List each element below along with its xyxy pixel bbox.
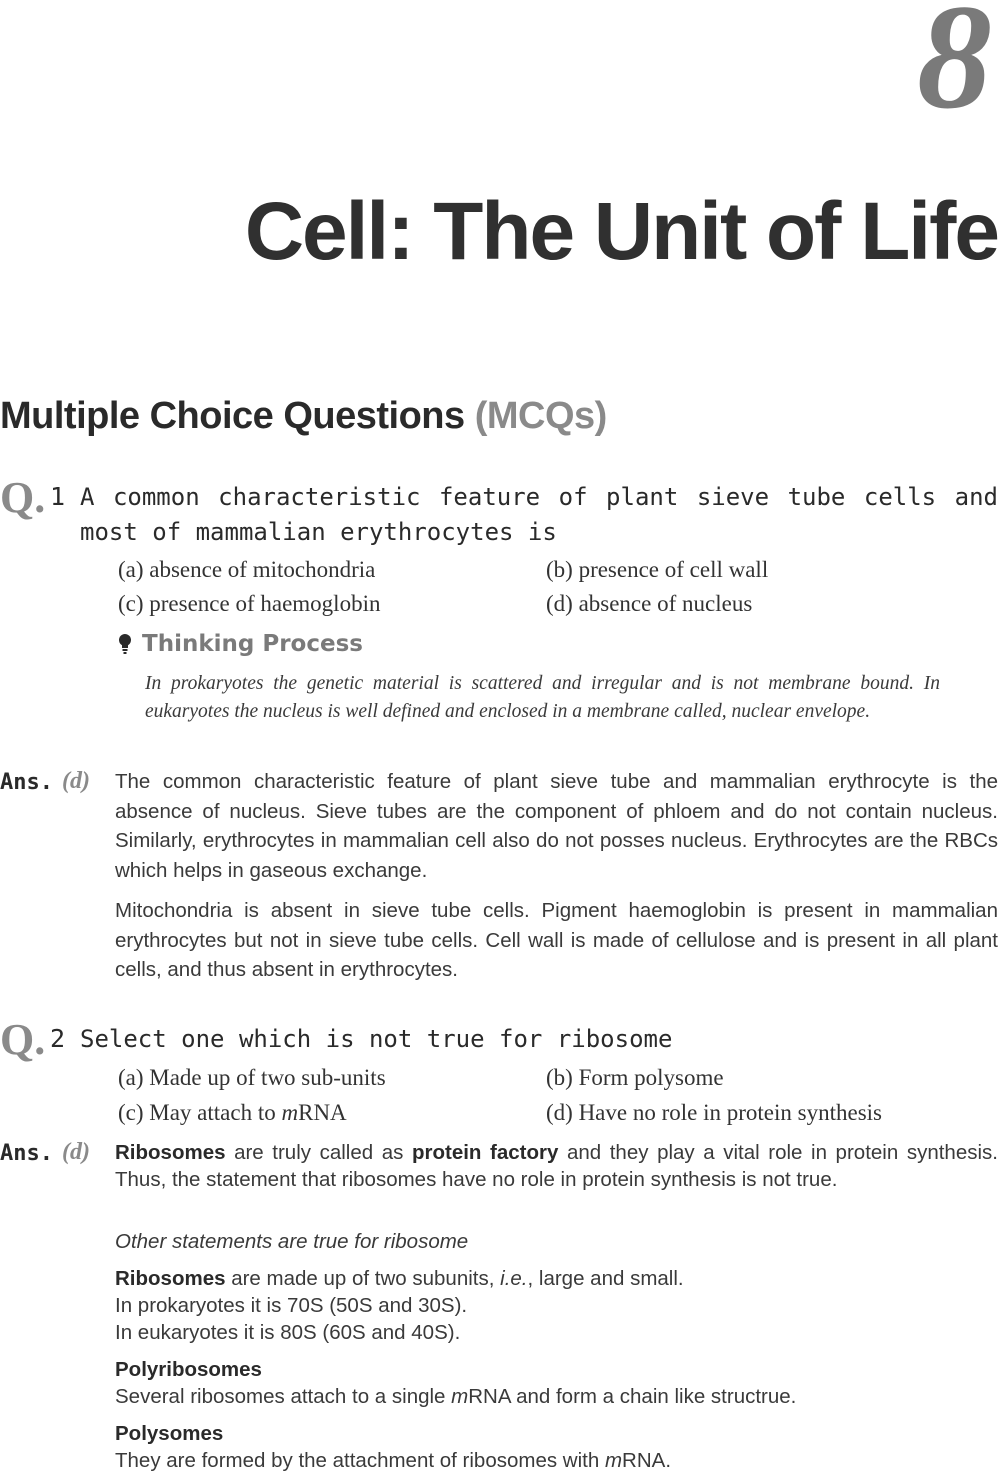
answer-2-intro [115,1139,998,1193]
polyribosomes-heading: Polyribosomes [115,1358,262,1381]
option-c-prefix: (c) May attach to [118,1100,282,1125]
question-1-marker: Q. [0,473,46,522]
answer-2-intro-text-2: and they play a vital role in protein synthesis. Thus, the statement that ribosomes have no role in protein synthesis is not true. [115,1141,998,1191]
polysomes-heading: Polysomes [115,1422,224,1445]
question-1-option-b: (b) presence of cell wall [546,557,769,582]
question-2-option-b: (b) Form polysome [546,1065,724,1090]
ribosomes-term: Ribosomes [115,1267,226,1290]
question-2-text: Select one which is not true for ribosome [80,1025,673,1053]
question-2-option-c [118,1096,347,1130]
option-c-italic: m [281,1100,299,1125]
answer-2-intro-bold-1: Ribosomes [115,1141,226,1164]
polyribosomes-text [115,1383,998,1410]
question-2-option-a: (a) Made up of two sub-units [118,1065,386,1090]
question-1-option-c: (c) presence of haemoglobin [118,591,381,616]
polysomes-text-italic: m [604,1449,623,1472]
section-heading-main: Multiple Choice Questions [0,395,465,437]
answer-1-label: Ans. [0,770,53,795]
chapter-title: Cell: The Unit of Life [244,186,998,277]
question-2-number: 2 [50,1024,66,1053]
eukaryotes-line: In eukaryotes it is 80S (60S and 40S). [115,1321,461,1344]
answer-2-intro-bold-2: protein factory [411,1141,559,1164]
polyribosomes-text-pre: Several ribosomes attach to a single [115,1385,452,1408]
polyribosomes-text-post: RNA and form a chain like structrue. [468,1385,797,1408]
question-1-text: A common characteristic feature of plant sieve tube cells and most of mammalian erythrocytes is [80,483,998,546]
polysomes-text-post: RNA. [622,1449,672,1472]
section-heading-paren: (MCQs) [474,395,607,437]
thinking-process-heading: Thinking Process [142,631,363,657]
other-statements-note: Other statements are true for ribosome [115,1230,469,1253]
option-c-suffix: RNA [298,1100,347,1125]
answer-2-letter: (d) [62,1139,90,1165]
answer-2-label: Ans. [0,1141,53,1166]
chapter-number: 8 [917,0,992,140]
prokaryotes-line: In prokaryotes it is 70S (50S and 30S). [115,1294,468,1317]
question-1-number: 1 [50,482,66,511]
ribosomes-line [115,1265,998,1292]
question-2-option-d: (d) Have no role in protein synthesis [546,1100,882,1125]
polysomes-text-pre: They are formed by the attachment of ribosomes with [115,1449,605,1472]
thinking-process-text: In prokaryotes the genetic material is scattered and irregular and is not membrane bound. In eukaryotes the nucleus is well defined and enclosed in a membrane called, nuclear envelope. [145,673,940,722]
lightbulb-icon [118,633,132,655]
answer-2-intro-text-1: are truly called as [225,1141,412,1164]
question-1-option-d: (d) absence of nucleus [546,591,753,616]
answer-1-letter: (d) [62,768,90,794]
polysomes-text [115,1447,998,1474]
ribosomes-text-2: , large and small. [527,1267,684,1290]
answer-1-paragraph-2: Mitochondria is absent in sieve tube cells. Pigment haemoglobin is present in mammalian erythrocytes but not in sieve tube cells. Cell wall is made of cellulose and is present in all plant cells, and thus absent in erythrocytes. [115,899,998,981]
ribosomes-text-1: are made up of two subunits, [225,1267,501,1290]
thinking-process-heading-row [118,628,363,660]
ribosomes-ie: i.e. [500,1267,528,1290]
answer-1-paragraph-1: The common characteristic feature of plant sieve tube and mammalian erythrocyte is the absence of nucleus. Sieve tubes are the component of phloem and do not contain nucleus. Similarly, erythrocytes in mammalian cell also do not posses nucleus. Erythrocytes are the RBCs which helps in gaseous exchange. [115,770,998,882]
section-heading [0,388,607,444]
question-1-option-a: (a) absence of mitochondria [118,557,376,582]
question-2-marker: Q. [0,1015,46,1064]
polyribosomes-text-italic: m [451,1385,469,1408]
